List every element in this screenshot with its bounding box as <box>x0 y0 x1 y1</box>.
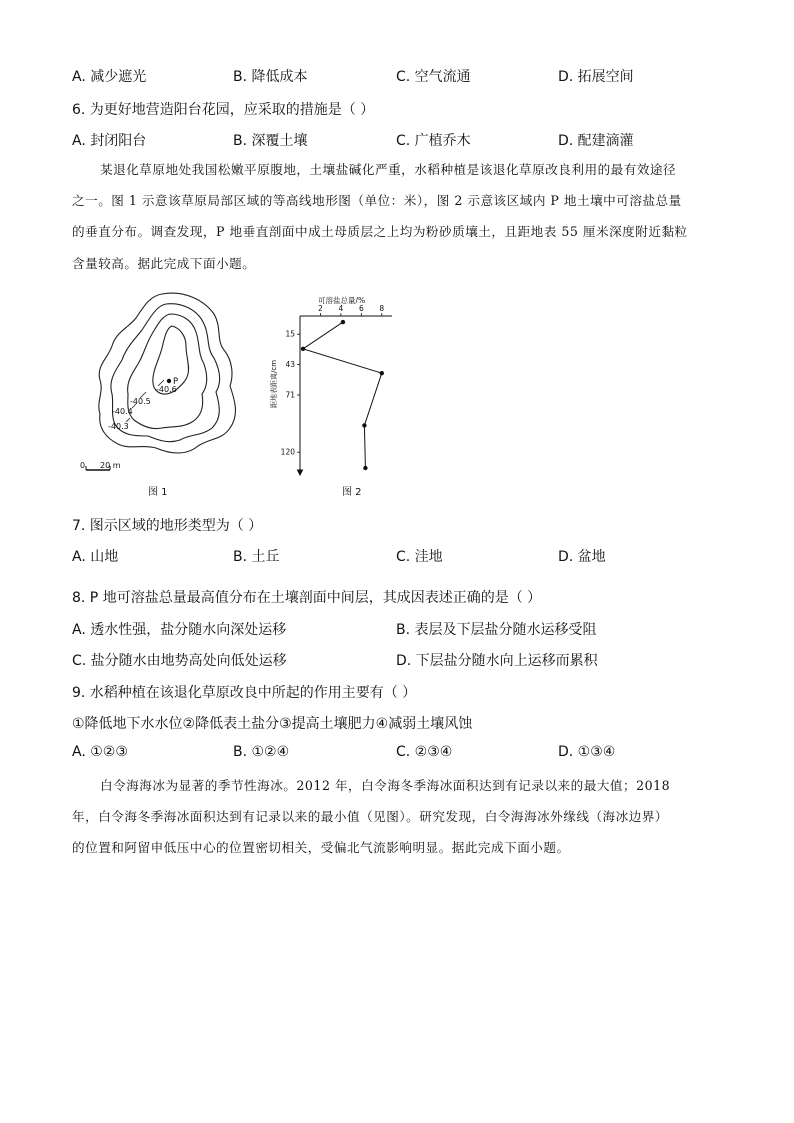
q6-option-c: C. 广植乔木 <box>396 133 471 149</box>
q8-option-a: A. 透水性强，盐分随水向深处运移 <box>72 622 287 638</box>
x-tick-label-1: 4 <box>338 304 344 313</box>
q8-option-c: C. 盐分随水由地势高处向低处运移 <box>72 653 287 669</box>
figure-2-caption: 图 2 <box>342 487 362 498</box>
data-point-1 <box>301 347 305 351</box>
q9-stem: 9. 水稻种植在该退化草原改良中所起的作用主要有（ ） <box>72 685 417 701</box>
q7-option-c: C. 洼地 <box>396 549 443 565</box>
q7-option-d: D. 盆地 <box>558 549 606 565</box>
q9-option-d: D. ①③④ <box>558 744 616 760</box>
q9-option-c: C. ②③④ <box>396 744 453 760</box>
passage1-line-1: 某退化草原地处我国松嫩平原腹地，土壤盐碱化严重，水稻种植是该退化草原改良利用的最有效途径 <box>100 162 677 177</box>
q7-stem: 7. 图示区域的地形类型为（ ） <box>72 518 263 534</box>
y-tick-label-2: 71 <box>285 390 295 400</box>
q8-option-d: D. 下层盐分随水向上运移而累积 <box>396 653 598 669</box>
point-p-label: P <box>173 377 179 387</box>
series-line <box>303 322 382 468</box>
x-tick-label-2: 6 <box>358 304 364 313</box>
q6-option-b: B. 深覆土壤 <box>233 133 308 149</box>
data-point-3 <box>362 423 366 427</box>
q8-option-b: B. 表层及下层盐分随水运移受阻 <box>396 622 597 638</box>
q7-option-b: B. 土丘 <box>233 549 280 565</box>
y-tick-label-1: 43 <box>285 360 295 370</box>
chart-ticks <box>281 304 385 457</box>
data-point-4 <box>363 466 367 470</box>
contour-inner <box>153 326 189 394</box>
q5-option-b: B. 降低成本 <box>233 69 308 85</box>
q8-stem: 8. P 地可溶盐总量最高值分布在土壤剖面中间层，其成因表述正确的是（ ） <box>72 590 542 606</box>
passage2-line-2: 年，白令海冬季海冰面积达到有记录以来的最小值（见图）。研究发现，白令海海冰外缘线（海冰边界） <box>72 809 669 824</box>
data-point-0 <box>341 320 345 324</box>
q5-option-c: C. 空气流通 <box>396 69 471 85</box>
chart-axes <box>298 316 393 475</box>
figure-1-contour-map <box>74 288 244 503</box>
figure-2-chart <box>266 292 406 504</box>
q7-option-a: A. 山地 <box>72 549 119 565</box>
contour-label-2: -40.5 <box>130 397 151 406</box>
y-tick-label-0: 15 <box>285 329 295 339</box>
q6-option-a: A. 封闭阳台 <box>72 133 147 149</box>
contour-label-1: -40.6 <box>156 385 177 394</box>
chart-series <box>301 320 384 470</box>
x-tick-label-0: 2 <box>318 304 323 313</box>
chart-y-arrow <box>298 470 303 475</box>
contour-label-3: -40.4 <box>112 407 133 416</box>
passage1-line-4: 含量较高。据此完成下面小题。 <box>72 256 256 271</box>
chart-x-title: 可溶盐总量/% <box>318 296 366 305</box>
scale-zero: 0 <box>80 461 86 470</box>
passage1-line-3: 的垂直分布。调查发现，P 地垂直剖面中成土母质层之上均为粉砂质壤土，且距地表 55 厘米深度附近黏粒 <box>72 224 688 239</box>
scale-bar <box>80 461 121 470</box>
y-tick-label-3: 120 <box>280 447 295 457</box>
q5-option-a: A. 减少遮光 <box>72 69 147 85</box>
point-p-marker <box>167 379 171 383</box>
passage2-line-3: 的位置和阿留申低压中心的位置密切相关，受偏北气流影响明显。据此完成下面小题。 <box>72 840 570 855</box>
q5-option-d: D. 拓展空间 <box>558 69 634 85</box>
chart-y-title: 距地表距离/cm <box>270 359 278 409</box>
q9-option-a: A. ①②③ <box>72 744 128 760</box>
q6-stem: 6. 为更好地营造阳台花园，应采取的措施是（ ） <box>72 102 375 118</box>
figure-1-caption: 图 1 <box>148 487 168 498</box>
passage2-line-1: 白令海海冰为显著的季节性海冰。2012 年，白令海冬季海冰面积达到有记录以来的最大值；2018 <box>100 778 671 793</box>
q9-option-b: B. ①②④ <box>233 744 290 760</box>
data-point-2 <box>380 371 384 375</box>
passage1-line-2: 之一。图 1 示意该草原局部区域的等高线地形图（单位：米），图 2 示意该区域内 P 地土壤中可溶盐总量 <box>72 193 682 208</box>
contour-label-4: -40.3 <box>108 422 129 431</box>
q9-choices: ①降低地下水水位②降低表土盐分③提高土壤肥力④减弱土壤风蚀 <box>72 716 473 732</box>
scale-label: 20 m <box>100 461 121 470</box>
q6-option-d: D. 配建滴灌 <box>558 133 634 149</box>
x-tick-label-3: 8 <box>379 304 385 313</box>
